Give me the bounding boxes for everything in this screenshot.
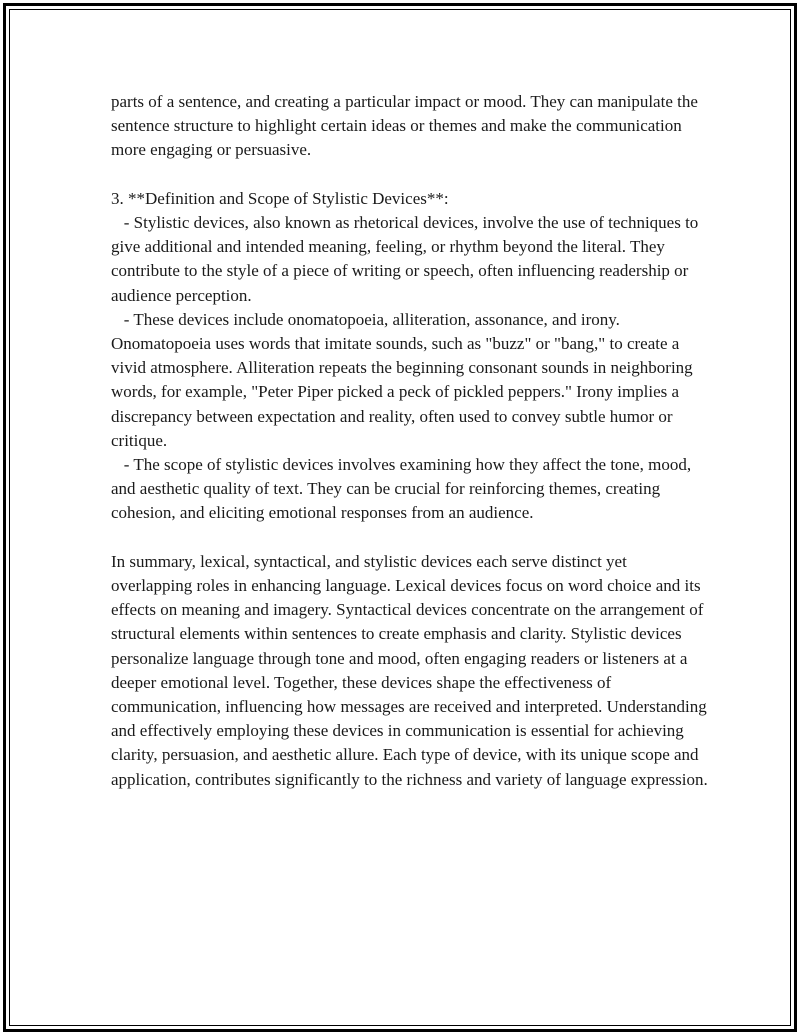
paragraph-gap <box>111 526 711 550</box>
document-body <box>111 90 711 792</box>
section-3-bullet-1: - Stylistic devices, also known as rhetorical devices, involve the use of techniques to give additional and intended meaning, feeling, or rhythm beyond the literal. They contribute to the style of a piece of writing or speech, often influencing readership or audience perception. <box>111 213 703 305</box>
summary-paragraph: In summary, lexical, syntactical, and stylistic devices each serve distinct yet overlapping roles in enhancing language. Lexical devices focus on word choice and its effects on meaning and imagery. Syntactical devices concentrate on the arrangement of structural elements within sentences to create emphasis and clarity. Stylistic devices personalize language through tone and mood, often engaging readers or listeners at a deeper emotional level. Together, these devices shape the effectiveness of communication, influencing how messages are received and interpreted. Understanding and effectively employing these devices in communication is essential for achieving clarity, persuasion, and aesthetic allure. Each type of device, with its unique scope and application, contributes significantly to the richness and variety of language expression. <box>111 551 711 789</box>
intro-continuation-paragraph: parts of a sentence, and creating a particular impact or mood. They can manipulate the sentence structure to highlight certain ideas or themes and make the communication more engaging or persuasive. <box>111 92 703 160</box>
section-3-heading: 3. **Definition and Scope of Stylistic Devices**: <box>111 188 449 208</box>
paragraph-gap <box>111 163 711 187</box>
section-3-bullet-2: - These devices include onomatopoeia, alliteration, assonance, and irony. Onomatopoeia uses words that imitate sounds, such as "buzz" or "bang," to create a vivid atmosphere. Alliteration repeats the beginning consonant sounds in neighboring words, for example, "Peter Piper picked a peck of pickled peppers." Irony implies a discrepancy between expectation and reality, often used to convey subtle humor or critique. <box>111 309 697 450</box>
section-3-bullet-3: - The scope of stylistic devices involves examining how they affect the tone, mood, and aesthetic quality of text. They can be crucial for reinforcing themes, creating cohesion, and eliciting emotional responses from an audience. <box>111 455 696 523</box>
